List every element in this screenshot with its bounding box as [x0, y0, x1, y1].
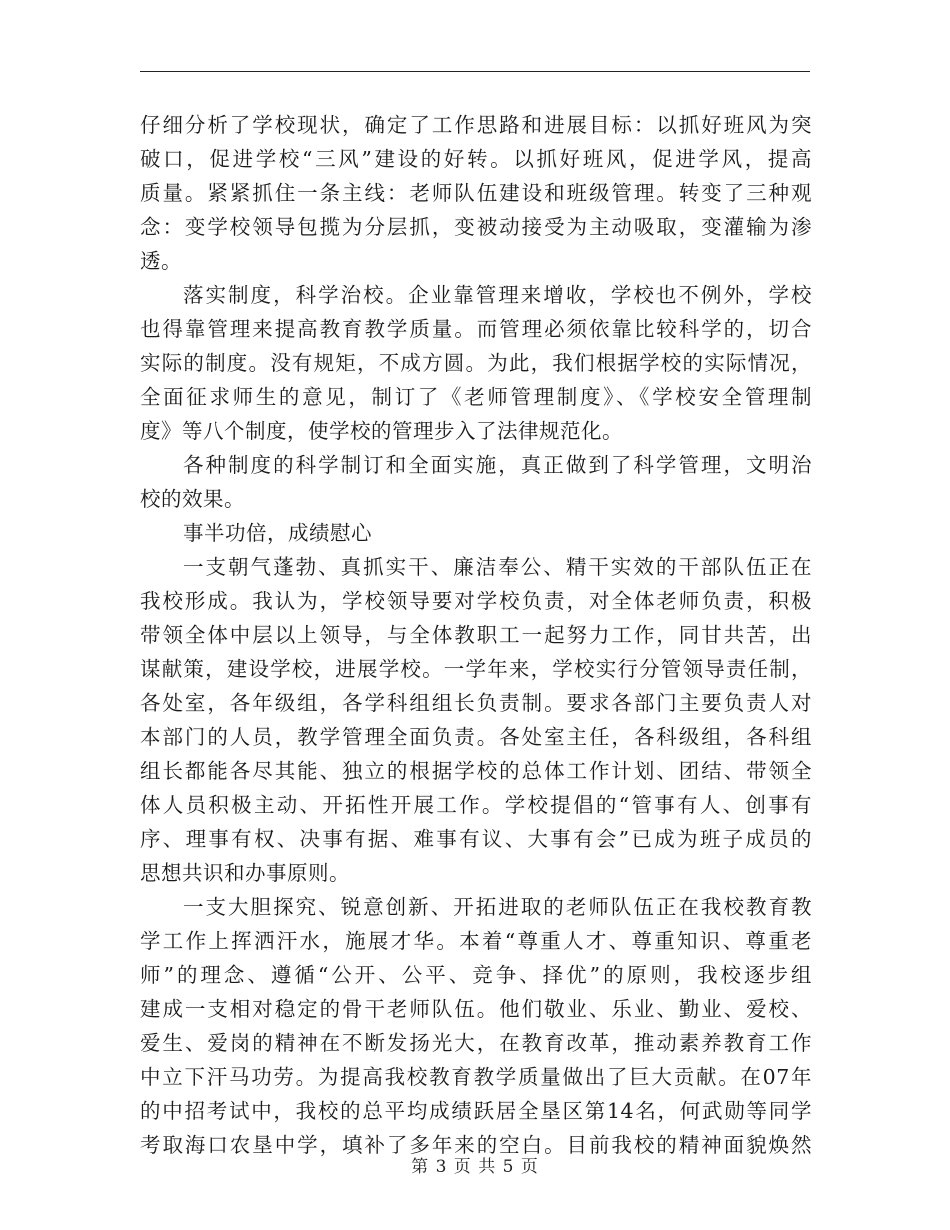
document-body — [140, 108, 812, 1162]
text-line: 各处室，各年级组，各学科组组长负责制。要求各部门主要负责人对 — [140, 691, 812, 715]
header-rule — [140, 71, 810, 72]
text-line: 序、理事有权、决事有据、难事有议、大事有会”已成为班子成员的 — [140, 827, 812, 851]
text-line: 思想共识和办事原则。 — [140, 861, 350, 885]
text-line: 本部门的人员，教学管理全面负责。各处室主任，各科级组，各科组 — [140, 725, 812, 749]
text-line: 校的效果。 — [140, 487, 245, 511]
text-line: 爱生、爱岗的精神在不断发扬光大，在教育改革，推动素养教育工作 — [140, 1031, 812, 1055]
text-line: 念：变学校领导包揽为分层抓，变被动接受为主动吸取，变灌输为渗 — [140, 215, 812, 239]
text-line: 质量。紧紧抓住一条主线：老师队伍建设和班级管理。转变了三种观 — [140, 181, 812, 205]
text-line: 我校形成。我认为，学校领导要对学校负责，对全体老师负责，积极 — [140, 589, 812, 613]
text-line: 组长都能各尽其能、独立的根据学校的总体工作计划、团结、带领全 — [140, 759, 812, 783]
text-line: 师”的理念、遵循“公开、公平、竞争、择优”的原则，我校逐步组 — [140, 963, 812, 987]
text-line: 建成一支相对稳定的骨干老师队伍。他们敬业、乐业、勤业、爱校、 — [140, 997, 812, 1021]
text-line: 中立下汗马功劳。为提高我校教育教学质量做出了巨大贡献。在07年 — [140, 1065, 812, 1089]
text-line: 实际的制度。没有规矩，不成方圆。为此，我们根据学校的实际情况， — [140, 351, 812, 375]
text-line: 事半功倍，成绩慰心 — [183, 521, 372, 545]
page-number: 第 3 页 共 5 页 — [411, 1157, 539, 1177]
text-line: 仔细分析了学校现状，确定了工作思路和进展目标：以抓好班风为突 — [140, 113, 812, 137]
text-line: 各种制度的科学制订和全面实施，真正做到了科学管理，文明治 — [183, 453, 812, 477]
text-line: 带领全体中层以上领导，与全体教职工一起努力工作，同甘共苦，出 — [140, 623, 812, 647]
text-line: 透。 — [140, 249, 182, 273]
text-line: 体人员积极主动、开拓性开展工作。学校提倡的“管事有人、创事有 — [140, 793, 812, 817]
text-line: 度》等八个制度，使学校的管理步入了法律规范化。 — [140, 419, 623, 443]
text-line: 一支大胆探究、锐意创新、开拓进取的老师队伍正在我校教育教 — [183, 895, 812, 919]
text-line: 破口，促进学校“三风”建设的好转。以抓好班风，促进学风，提高 — [140, 147, 812, 171]
text-line: 全面征求师生的意见，制订了《老师管理制度》、《学校安全管理制 — [140, 385, 812, 409]
text-line: 学工作上挥洒汗水，施展才华。本着“尊重人才、尊重知识、尊重老 — [140, 929, 812, 953]
text-line: 考取海口农垦中学，填补了多年来的空白。目前我校的精神面貌焕然 — [140, 1133, 812, 1157]
text-line: 谋献策，建设学校，进展学校。一学年来，学校实行分管领导责任制， — [140, 657, 812, 681]
text-line: 一支朝气蓬勃、真抓实干、廉洁奉公、精干实效的干部队伍正在 — [183, 555, 812, 579]
text-line: 落实制度，科学治校。企业靠管理来增收，学校也不例外，学校 — [183, 283, 812, 307]
text-line: 也得靠管理来提高教育教学质量。而管理必须依靠比较科学的，切合 — [140, 317, 812, 341]
text-line: 的中招考试中，我校的总平均成绩跃居全垦区第14名，何武勋等同学 — [140, 1099, 812, 1123]
